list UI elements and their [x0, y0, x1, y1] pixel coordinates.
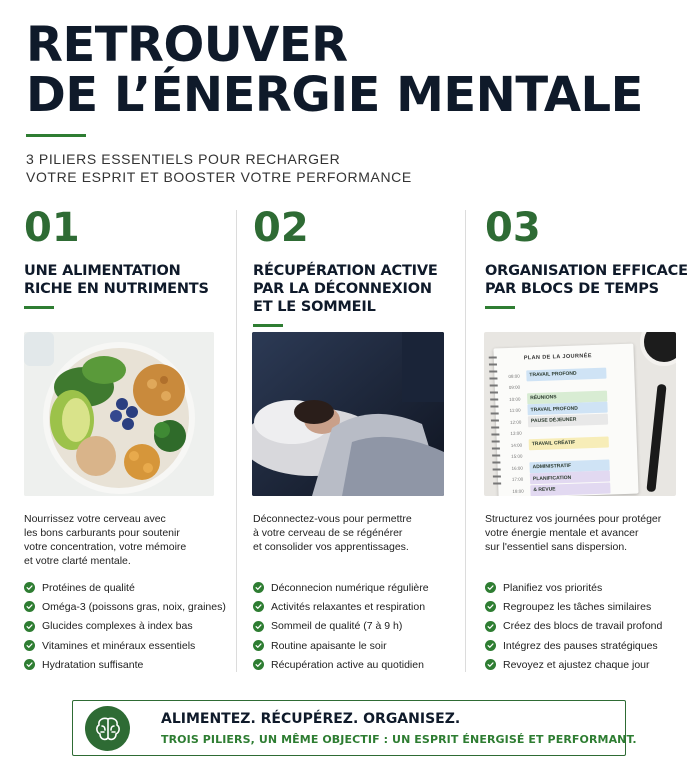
check-circle-icon: [485, 621, 496, 632]
planner-row: [511, 436, 609, 451]
checklist-item: [485, 578, 662, 597]
pillar-3-checklist: [485, 578, 662, 674]
checklist-item: [485, 655, 662, 674]
pillar-1: [24, 206, 224, 309]
checklist-item-label: Glucides complexes à index bas: [42, 620, 193, 633]
pillar-title-line: ET LE SOMMEIL: [253, 299, 376, 315]
pillar-title: [485, 262, 688, 298]
check-circle-icon: [24, 601, 35, 612]
planner-time: 08:00: [508, 373, 520, 379]
pillar-title-line: PAR LA DÉCONNEXION: [253, 281, 432, 297]
pillar-underline: [253, 324, 283, 327]
checklist-item-label: Protéines de qualité: [42, 581, 135, 594]
description-line: Déconnectez-vous pour permettre: [253, 513, 412, 525]
check-circle-icon: [485, 659, 496, 670]
check-circle-icon: [24, 659, 35, 670]
pillar-underline: [485, 306, 515, 309]
description-line: sur l'essentiel sans dispersion.: [485, 541, 628, 553]
check-circle-icon: [24, 640, 35, 651]
planner-row: [508, 367, 606, 382]
description-line: à votre cerveau de se régénérer: [253, 527, 403, 539]
sleeping-illustration: [252, 332, 444, 496]
checklist-item: [24, 597, 226, 616]
checklist-item-label: Revoyez et ajustez chaque jour: [503, 658, 650, 671]
planner-block: PLANIFICATION: [530, 471, 610, 485]
pillar-number: 01: [24, 205, 80, 251]
check-circle-icon: [253, 621, 264, 632]
check-circle-icon: [485, 601, 496, 612]
planner-block: TRAVAIL PROFOND: [526, 367, 606, 381]
subtitle-line-1: 3 PILIERS ESSENTIELS POUR RECHARGER: [26, 151, 341, 167]
column-divider: [236, 210, 237, 672]
planner-block: ADMINISTRATIF: [529, 459, 609, 473]
planner-time: 18:00: [512, 488, 524, 494]
pillar-number: 02: [253, 205, 309, 251]
checklist-item-label: Oméga-3 (poissons gras, noix, graines): [42, 600, 226, 613]
description-line: votre énergie mentale et avancer: [485, 527, 639, 539]
planner-time: 09:00: [508, 384, 521, 390]
planner-row: [512, 481, 610, 496]
coffee-mug-icon: [640, 332, 676, 366]
subtitle: [26, 150, 412, 186]
banner-tagline: TROIS PILIERS, UN MÊME OBJECTIF : UN ESPRIT ÉNERGISÉ ET PERFORMANT.: [161, 733, 637, 746]
banner-headline: ALIMENTEZ. RÉCUPÉREZ. ORGANISEZ.: [161, 711, 461, 727]
title-line-2: DE L’ÉNERGIE MENTALE: [26, 67, 643, 123]
checklist-item-label: Déconnecion numérique régulière: [271, 581, 429, 594]
check-circle-icon: [253, 659, 264, 670]
planner-time: 16:00: [511, 465, 523, 471]
checklist-item: [24, 578, 226, 597]
planner-time: 14:00: [510, 442, 523, 448]
checklist-item-label: Intégrez des pauses stratégiques: [503, 639, 658, 652]
checklist-item: [24, 636, 226, 655]
planner-time: 10:00: [509, 396, 521, 402]
check-circle-icon: [253, 640, 264, 651]
pillar-title: [24, 262, 224, 298]
checklist-item-label: Regroupez les tâches similaires: [503, 600, 652, 613]
brain-icon: [85, 706, 130, 751]
checklist-item-label: Récupération active au quotidien: [271, 658, 424, 671]
pen-icon: [646, 384, 666, 492]
planner-row: [510, 413, 608, 428]
pillar-2-description: [253, 512, 412, 554]
description-line: et consolider vos apprentissages.: [253, 541, 409, 553]
checklist-item-label: Créez des blocs de travail profond: [503, 620, 663, 633]
planner-block: TRAVAIL PROFOND: [527, 402, 607, 416]
checklist-item: [253, 636, 429, 655]
checklist-item: [485, 617, 662, 636]
pillar-3-description: [485, 512, 661, 554]
day-planner-image: [484, 332, 676, 496]
pillar-title-line: UNE ALIMENTATION: [24, 263, 181, 279]
planner-time: 12:00: [509, 419, 522, 425]
column-divider: [465, 210, 466, 672]
check-circle-icon: [253, 582, 264, 593]
pillar-title-line: ORGANISATION EFFICACE: [485, 263, 688, 279]
description-line: Nourrissez votre cerveau avec: [24, 513, 166, 525]
checklist-item: [253, 617, 429, 636]
checklist-item-label: Vitamines et minéraux essentiels: [42, 639, 196, 652]
checklist-item: [253, 578, 429, 597]
description-line: et votre clarté mentale.: [24, 555, 131, 567]
pillar-title-line: RÉCUPÉRATION ACTIVE: [253, 263, 438, 279]
checklist-item: [253, 597, 429, 616]
description-line: les bons carburants pour soutenir: [24, 527, 180, 539]
planner-time: 17:00: [511, 476, 524, 482]
planner-notebook: [493, 344, 638, 496]
planner-time: 11:00: [509, 407, 521, 413]
checklist-item-label: Sommeil de qualité (7 à 9 h): [271, 620, 403, 633]
planner-time: 15:00: [511, 453, 523, 459]
checklist-item: [24, 655, 226, 674]
pillar-title-line: RICHE EN NUTRIMENTS: [24, 281, 209, 297]
check-circle-icon: [253, 601, 264, 612]
pillar-2-checklist: [253, 578, 429, 674]
description-line: votre concentration, votre mémoire: [24, 541, 187, 553]
food-bowl-image: [24, 332, 214, 496]
checklist-item-label: Planifiez vos priorités: [503, 581, 603, 594]
planner-block: TRAVAIL CRÉATIF: [529, 436, 609, 450]
pillar-number: 03: [485, 205, 541, 251]
pillar-title: [253, 262, 453, 316]
check-circle-icon: [485, 640, 496, 651]
pillar-1-checklist: [24, 578, 226, 674]
checklist-item: [24, 617, 226, 636]
food-bowl-illustration: [24, 332, 214, 496]
planner-block: RÉUNIONS: [527, 390, 607, 404]
checklist-item-label: Activités relaxantes et respiration: [271, 600, 426, 613]
sleeping-person-image: [252, 332, 444, 496]
pillar-underline: [24, 306, 54, 309]
page-title: [26, 17, 643, 123]
planner-block: & REVUE: [530, 482, 610, 496]
pillar-3: [485, 205, 688, 309]
title-underline: [26, 134, 86, 137]
check-circle-icon: [485, 582, 496, 593]
planner-block: PAUSE DÉJEUNER: [528, 413, 608, 427]
checklist-item: [485, 636, 662, 655]
checklist-item: [253, 655, 429, 674]
checklist-item: [485, 597, 662, 616]
pillar-1-description: [24, 512, 186, 568]
pillar-title-line: PAR BLOCS DE TEMPS: [485, 281, 659, 297]
description-line: Structurez vos journées pour protéger: [485, 513, 662, 525]
title-line-1: RETROUVER: [26, 17, 348, 73]
subtitle-line-2: VOTRE ESPRIT ET BOOSTER VOTRE PERFORMANCE: [26, 169, 412, 185]
pillar-2: [253, 206, 453, 327]
checklist-item-label: Routine apaisante le soir: [271, 639, 387, 652]
planner-time: 13:00: [510, 430, 522, 436]
checklist-item-label: Hydratation suffisante: [42, 658, 144, 671]
check-circle-icon: [24, 582, 35, 593]
spiral-binding: [489, 356, 502, 486]
planner-title: PLAN DE LA JOURNÉE: [523, 353, 592, 362]
summary-banner: [72, 700, 637, 756]
check-circle-icon: [24, 621, 35, 632]
